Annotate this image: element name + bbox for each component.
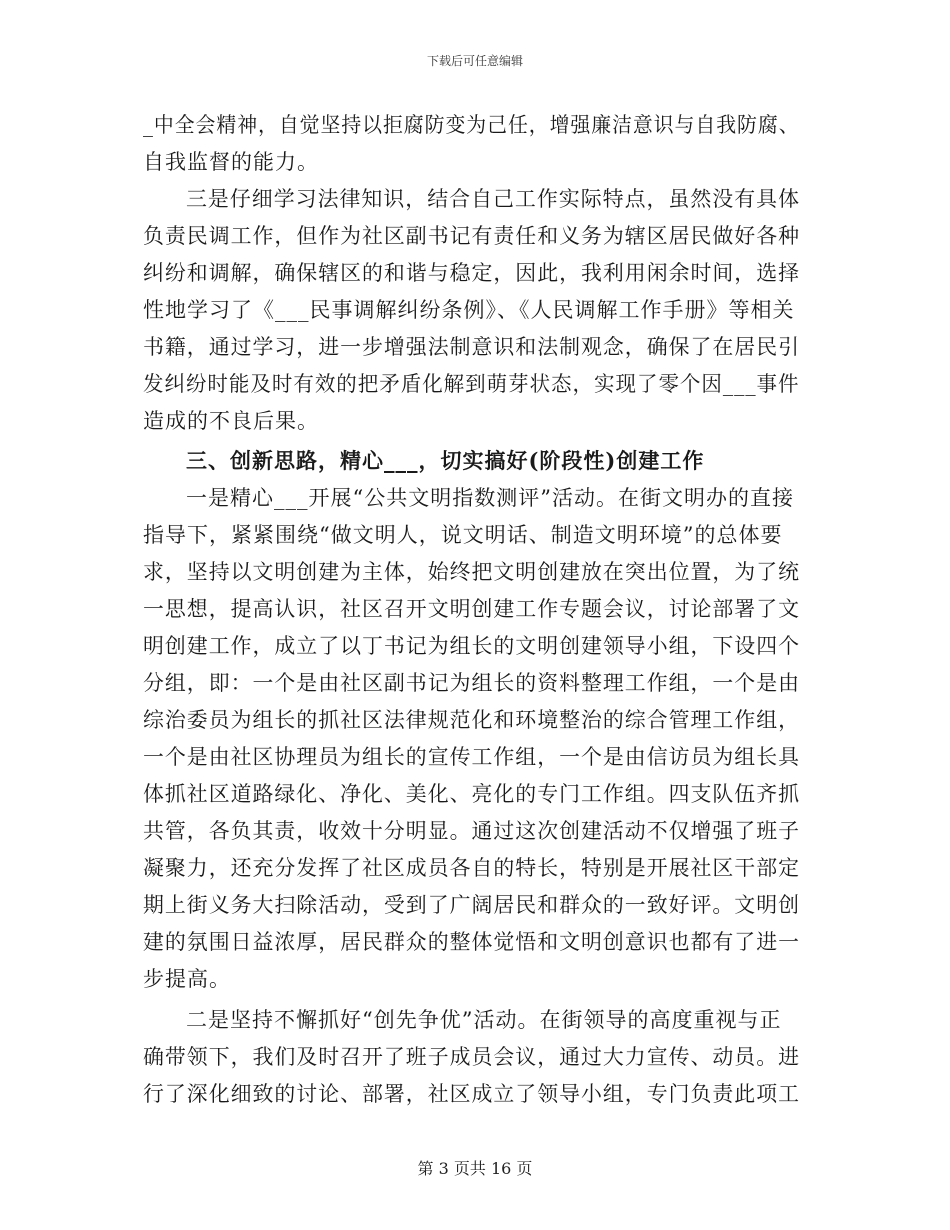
text-line: 分组，即：一个是由社区副书记为组长的资料整理工作组，一个是由: [143, 671, 800, 695]
text-line: 体抓社区道路绿化、净化、美化、亮化的专门工作组。四支队伍齐抓: [143, 782, 800, 806]
text-line: 步提高。: [143, 967, 231, 991]
paragraph-start: 三是仔细学习法律知识，结合自己工作实际特点，虽然没有具体: [186, 187, 800, 211]
text-line: 纠纷和调解，确保辖区的和谐与稳定，因此，我利用闲余时间，选择: [143, 261, 800, 285]
paragraph-start: 一是精心___开展“公共文明指数测评”活动。在街文明办的直接: [186, 486, 794, 510]
text-line: 性地学习了《___民事调解纠纷条例》、《人民调解工作手册》等相关: [143, 298, 795, 322]
text-line: 行了深化细致的讨论、部署，社区成立了领导小组，专门负责此项工: [143, 1082, 800, 1106]
text-line: _中全会精神，自觉坚持以拒腐防变为己任，增强廉洁意识与自我防腐、: [143, 113, 800, 137]
text-line: 负责民调工作，但作为社区副书记有责任和义务为辖区居民做好各种: [143, 224, 800, 248]
text-line: 自我监督的能力。: [143, 150, 319, 174]
text-line: 求，坚持以文明创建为主体，始终把文明创建放在突出位置，为了统: [143, 560, 800, 584]
text-line: 明创建工作，成立了以丁书记为组长的文明创建领导小组，下设四个: [143, 634, 800, 658]
text-line: 书籍，通过学习，进一步增强法制意识和法制观念，确保了在居民引: [143, 335, 800, 359]
text-line: 共管，各负其责，收效十分明显。通过这次创建活动不仅增强了班子: [143, 819, 800, 843]
text-line: 一思想，提高认识，社区召开文明创建工作专题会议，讨论部署了文: [143, 597, 800, 621]
page-footer: 第 3 页共 16 页: [417, 1159, 533, 1178]
text-line: 期上街义务大扫除活动，受到了广阔居民和群众的一致好评。文明创: [143, 893, 800, 917]
text-line: 综治委员为组长的抓社区法律规范化和环境整治的综合管理工作组，: [143, 708, 800, 732]
text-line: 确带领下，我们及时召开了班子成员会议，通过大力宣传、动员。进: [143, 1045, 800, 1069]
text-line: 建的氛围日益浓厚，居民群众的整体觉悟和文明创意识也都有了进一: [143, 930, 800, 954]
text-line: 凝聚力，还充分发挥了社区成员各自的特长，特别是开展社区干部定: [143, 856, 800, 880]
text-line: 一个是由社区协理员为组长的宣传工作组，一个是由信访员为组长具: [143, 745, 800, 769]
text-line: 发纠纷时能及时有效的把矛盾化解到萌芽状态，实现了零个因___事件: [143, 372, 800, 396]
section-heading: 三、创新思路，精心___，切实搞好(阶段性)创建工作: [186, 448, 705, 473]
page-header: 下载后可任意编辑: [426, 54, 523, 68]
text-line: 指导下，紧紧围绕“做文明人，说文明话、制造文明环境”的总体要: [143, 523, 783, 547]
text-line: 造成的不良后果。: [143, 409, 319, 433]
paragraph-start: 二是坚持不懈抓好“创先争优”活动。在街领导的高度重视与正: [186, 1008, 782, 1032]
